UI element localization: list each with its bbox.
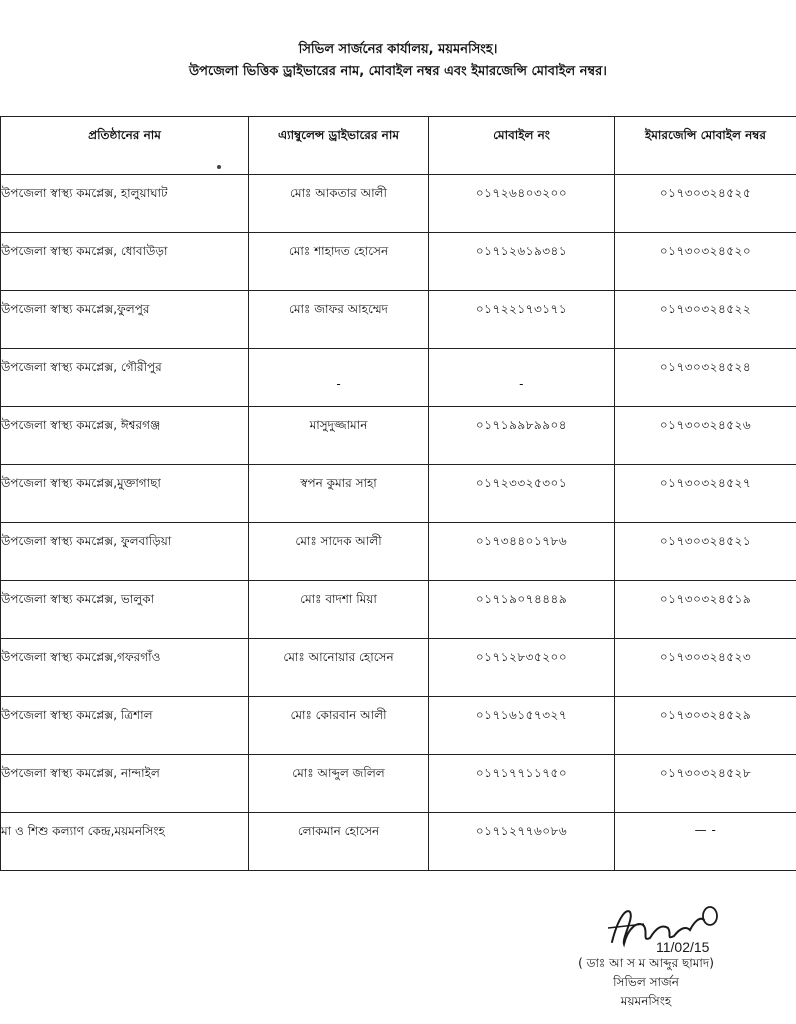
driver-cell: মোঃ আকতার আলী: [249, 175, 429, 233]
driver-cell: মোঃ আনোয়ার হোসেন: [249, 639, 429, 697]
document-header: [0, 40, 796, 82]
mobile-cell: ০১৭১২৭৭৬০৮৬: [429, 813, 615, 871]
mobile-cell: ০১৭১৭৭১১৭৫০: [429, 755, 615, 813]
signatory-title: সিভিল সার্জন: [613, 975, 679, 989]
mobile-cell: ০১৭২২১৭৩১৭১: [429, 291, 615, 349]
signature-block: [546, 954, 746, 1011]
table-row: [1, 697, 796, 755]
emergency-cell: ০১৭৩০৩২৪৫২৬: [615, 407, 796, 465]
mobile-cell: ০১৭১২৬১৯৩৪১: [429, 233, 615, 291]
institution-cell: উপজেলা স্বাস্থ্য কমপ্লেক্স,ফুলপুর: [1, 291, 249, 349]
emergency-cell: ০১৭৩০৩২৪৫২৮: [615, 755, 796, 813]
emergency-cell: ০১৭৩০৩২৪৫২২: [615, 291, 796, 349]
institution-cell: উপজেলা স্বাস্থ্য কমপ্লেক্স, গৌরীপুর: [1, 349, 249, 407]
mobile-cell: ০১৭১২৮৩৫২০০: [429, 639, 615, 697]
institution-cell: উপজেলা স্বাস্থ্য কমপ্লেক্স, নান্দাইল: [1, 755, 249, 813]
mobile-cell: ০১৭১৬১৫৭৩২৭: [429, 697, 615, 755]
column-header-mobile: মোবাইল নং: [429, 117, 615, 175]
table-row: [1, 407, 796, 465]
table-row: [1, 523, 796, 581]
document-subtitle: উপজেলা ভিত্তিক ড্রাইভারের নাম, মোবাইল নম্বর এবং ইমারজেন্সি মোবাইল নম্বর।: [189, 64, 607, 79]
signatory-name: ( ডাঃ আ স ম আব্দুর ছামাদ): [578, 956, 714, 970]
mobile-empty-dash: -: [519, 377, 524, 391]
emergency-cell: ০১৭৩০৩২৪৫২৯: [615, 697, 796, 755]
mobile-cell: [429, 349, 615, 407]
institution-cell: উপজেলা স্বাস্থ্য কমপ্লেক্স,গফরগাঁও: [1, 639, 249, 697]
driver-cell: মোঃ বাদশা মিয়া: [249, 581, 429, 639]
signatory-place: ময়মনসিংহ: [620, 994, 672, 1008]
signature-date: 11/02/15: [656, 939, 710, 955]
emergency-cell: ০১৭৩০৩২৪৫২৪: [615, 349, 796, 407]
institution-cell: উপজেলা স্বাস্থ্য কমপ্লেক্স,মুক্তাগাছা: [1, 465, 249, 523]
column-header-institution: প্রতিষ্ঠানের নাম: [1, 117, 249, 175]
emergency-cell: — -: [615, 813, 796, 871]
table-row: [1, 755, 796, 813]
mobile-cell: ০১৭২৬৪০৩২০০: [429, 175, 615, 233]
mobile-cell: ০১৭২৩৩২৫৩০১: [429, 465, 615, 523]
table-row: [1, 175, 796, 233]
driver-cell: মোঃ কোরবান আলী: [249, 697, 429, 755]
emergency-cell: ০১৭৩০৩২৪৫২১: [615, 523, 796, 581]
emergency-cell: ০১৭৩০৩২৪৫২৩: [615, 639, 796, 697]
column-header-driver: এ্যাম্বুলেন্স ড্রাইভারের নাম: [249, 117, 429, 175]
driver-roster-table: [0, 116, 796, 871]
driver-empty-dash: -: [336, 377, 341, 391]
emergency-cell: ০১৭৩০৩২৪৫২৭: [615, 465, 796, 523]
emergency-cell: ০১৭৩০৩২৪৫২৫: [615, 175, 796, 233]
table-header-row: [1, 117, 796, 175]
handwritten-signature: [604, 898, 734, 956]
emergency-cell: ০১৭৩০৩২৪৫১৯: [615, 581, 796, 639]
mobile-cell: ০১৭৩৪৪০১৭৮৬: [429, 523, 615, 581]
table-row: [1, 813, 796, 871]
driver-cell: মাসুদুজ্জামান: [249, 407, 429, 465]
table-row: [1, 581, 796, 639]
institution-cell: উপজেলা স্বাস্থ্য কমপ্লেক্স, ধোবাউড়া: [1, 233, 249, 291]
table-row: [1, 291, 796, 349]
driver-cell: লোকমান হোসেন: [249, 813, 429, 871]
column-header-emergency: ইমারজেন্সি মোবাইল নম্বর: [615, 117, 796, 175]
emergency-cell: ০১৭৩০৩২৪৫২০: [615, 233, 796, 291]
table-row: [1, 233, 796, 291]
institution-cell: উপজেলা স্বাস্থ্য কমপ্লেক্স, ঈশ্বরগঞ্জ: [1, 407, 249, 465]
institution-cell: উপজেলা স্বাস্থ্য কমপ্লেক্স, হালুয়াঘাট: [1, 175, 249, 233]
driver-cell: মোঃ আব্দুল জলিল: [249, 755, 429, 813]
table-row: [1, 349, 796, 407]
mobile-cell: ০১৭১৯০৭৪৪৪৯: [429, 581, 615, 639]
mobile-cell: ০১৭১৯৯৮৯৯০৪: [429, 407, 615, 465]
institution-cell: উপজেলা স্বাস্থ্য কমপ্লেক্স, ত্রিশাল: [1, 697, 249, 755]
institution-cell: উপজেলা স্বাস্থ্য কমপ্লেক্স, ফুলবাড়িয়া: [1, 523, 249, 581]
office-title: সিভিল সার্জনের কার্যালয়, ময়মনসিংহ।: [298, 42, 498, 57]
institution-cell: মা ও শিশু কল্যাণ কেন্দ্র,ময়মনসিংহ: [1, 813, 249, 871]
institution-cell: উপজেলা স্বাস্থ্য কমপ্লেক্স, ভালুকা: [1, 581, 249, 639]
driver-cell: মোঃ জাফর আহম্মেদ: [249, 291, 429, 349]
driver-cell: মোঃ শাহাদত হোসেন: [249, 233, 429, 291]
driver-cell: [249, 349, 429, 407]
table-row: [1, 639, 796, 697]
table-row: [1, 465, 796, 523]
driver-cell: স্বপন কুমার সাহা: [249, 465, 429, 523]
driver-cell: মোঃ সাদেক আলী: [249, 523, 429, 581]
